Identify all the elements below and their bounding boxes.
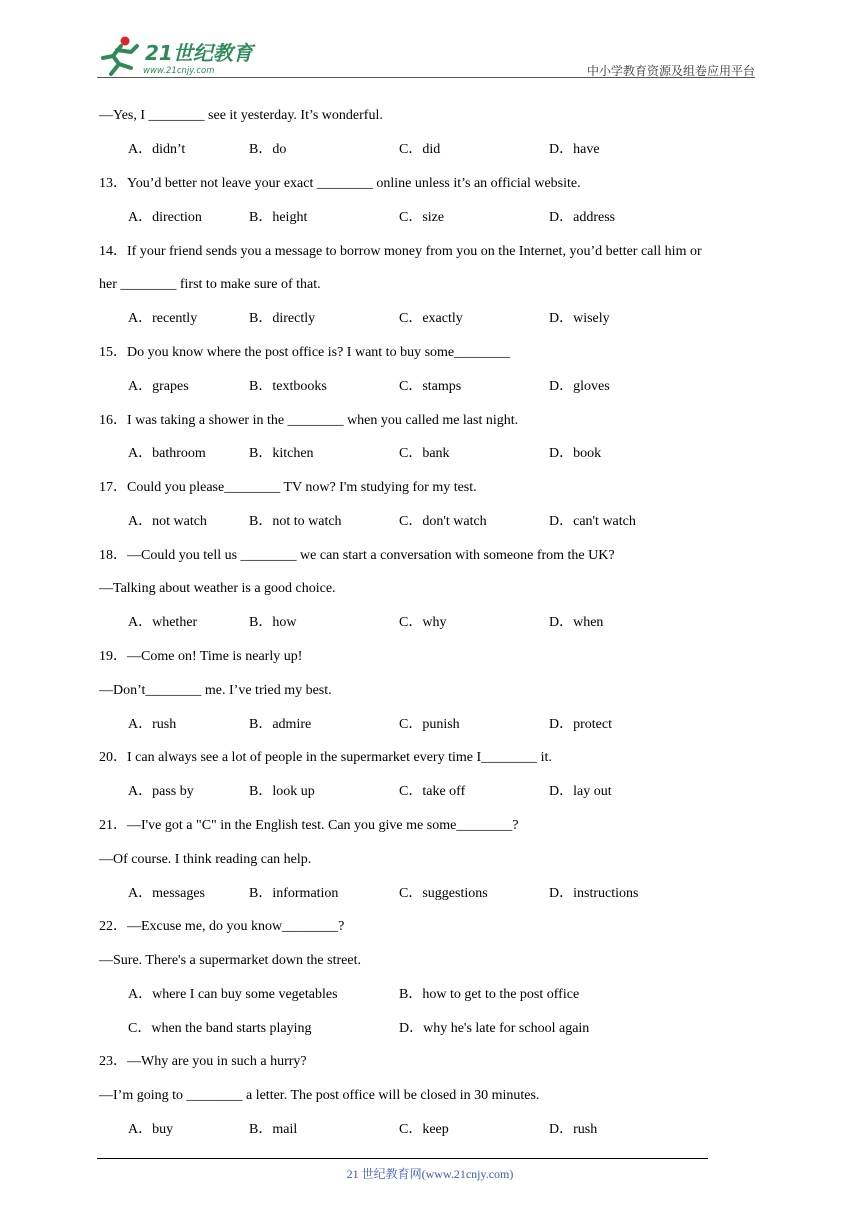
q20-stem: 20．I can always see a lot of people in the supermarket every time I________ it. — [99, 750, 552, 765]
q21-stem-reply: —Of course. I think reading can help. — [99, 852, 312, 867]
q14-stem-cont: her ________ first to make sure of that. — [99, 277, 321, 292]
q22-stem-reply: —Sure. There's a supermarket down the street. — [99, 953, 361, 968]
q19-stem-reply: —Don’t________ me. I’ve tried my best. — [99, 683, 332, 698]
q13-option-a: A．direction — [128, 210, 202, 225]
q21-option-d: D．instructions — [549, 886, 639, 901]
q19-stem: 19．—Come on! Time is nearly up! — [99, 649, 303, 664]
q12-answer-line: —Yes, I ________ see it yesterday. It’s wonderful. — [99, 108, 383, 123]
q13-option-d: D．address — [549, 210, 616, 225]
q17-option-d: D．can't watch — [549, 514, 636, 529]
q16-option-d: D．book — [549, 446, 602, 461]
q13-option-b: B．height — [249, 210, 308, 225]
page-header — [97, 30, 755, 78]
q17-option-b: B．not to watch — [249, 514, 342, 529]
q23-stem: 23．—Why are you in such a hurry? — [99, 1054, 307, 1069]
q15-option-a: A．grapes — [128, 379, 189, 394]
q18-option-b: B．how — [249, 615, 297, 630]
logo-text: 21世纪教育 — [145, 41, 253, 65]
logo-url: www.21cnjy.com — [143, 66, 215, 76]
q23-option-d: D．rush — [549, 1122, 598, 1137]
q17-option-c: C．don't watch — [399, 514, 487, 529]
q20-option-c: C．take off — [399, 784, 466, 799]
q16-option-c: C．bank — [399, 446, 450, 461]
q17-stem: 17．Could you please________ TV now? I'm studying for my test. — [99, 480, 477, 495]
q18-option-c: C．why — [399, 615, 447, 630]
q21-option-c: C．suggestions — [399, 886, 488, 901]
q16-option-b: B．kitchen — [249, 446, 314, 461]
q22-stem: 22．—Excuse me, do you know________? — [99, 919, 345, 934]
q15-option-d: D．gloves — [549, 379, 610, 394]
footer-link[interactable]: 21 世纪教育网(www.21cnjy.com) — [346, 1167, 514, 1181]
site-logo — [97, 34, 257, 76]
q13-option-c: C．size — [399, 210, 445, 225]
q22-option-c: C．when the band starts playing — [128, 1021, 312, 1036]
q16-option-a: A．bathroom — [128, 446, 206, 461]
q21-stem: 21．—I've got a "C" in the English test. Can you give me some________? — [99, 818, 519, 833]
footer-divider — [97, 1158, 708, 1159]
q14-option-c: C．exactly — [399, 311, 463, 326]
q23-option-a: A．buy — [128, 1122, 174, 1137]
q23-option-b: B．mail — [249, 1122, 298, 1137]
q19-option-b: B．admire — [249, 717, 312, 732]
q14-option-d: D．wisely — [549, 311, 610, 326]
q13-stem: 13．You’d better not leave your exact ________ online unless it’s an official website. — [99, 176, 581, 191]
q18-stem: 18．—Could you tell us ________ we can start a conversation with someone from the UK? — [99, 548, 615, 563]
q20-option-d: D．lay out — [549, 784, 612, 799]
q18-option-d: D．when — [549, 615, 604, 630]
q12-option-a: A．didn’t — [128, 142, 186, 157]
q23-option-c: C．keep — [399, 1122, 449, 1137]
q19-option-a: A．rush — [128, 717, 177, 732]
q14-option-a: A．recently — [128, 311, 198, 326]
q14-stem: 14．If your friend sends you a message to borrow money from you on the Internet, you’d better call him or — [99, 244, 702, 259]
header-platform-name: 中小学教育资源及组卷应用平台 — [586, 64, 755, 78]
q18-option-a: A．whether — [128, 615, 198, 630]
q22-option-d: D．why he's late for school again — [399, 1021, 590, 1036]
q12-option-b: B．do — [249, 142, 287, 157]
q17-option-a: A．not watch — [128, 514, 207, 529]
q14-option-b: B．directly — [249, 311, 316, 326]
q20-option-a: A．pass by — [128, 784, 194, 799]
q15-option-b: B．textbooks — [249, 379, 327, 394]
q22-option-a: A．where I can buy some vegetables — [128, 987, 338, 1002]
q12-option-c: C．did — [399, 142, 441, 157]
q16-stem: 16．I was taking a shower in the ________ when you called me last night. — [99, 413, 519, 428]
q23-stem-reply: —I’m going to ________ a letter. The post office will be closed in 30 minutes. — [99, 1088, 540, 1103]
q19-option-c: C．punish — [399, 717, 460, 732]
q21-option-b: B．information — [249, 886, 339, 901]
q21-option-a: A．messages — [128, 886, 205, 901]
q20-option-b: B．look up — [249, 784, 315, 799]
q19-option-d: D．protect — [549, 717, 612, 732]
q15-option-c: C．stamps — [399, 379, 462, 394]
q15-stem: 15．Do you know where the post office is? I want to buy some________ — [99, 345, 511, 360]
q22-option-b: B．how to get to the post office — [399, 987, 580, 1002]
q18-stem-reply: —Talking about weather is a good choice. — [99, 581, 336, 596]
q12-option-d: D．have — [549, 142, 600, 157]
header-divider — [97, 77, 755, 78]
